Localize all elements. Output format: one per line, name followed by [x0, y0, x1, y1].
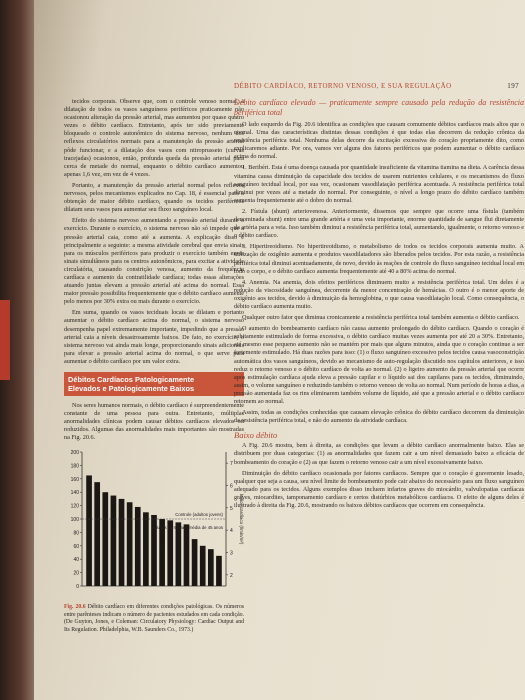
- right-paragraph: Assim, todas as condições conhecidas que causam elevação crônica do débito cardíaco decorrem da diminuição da resistência periférica total, e não do aumento da atividade cardíaca.: [234, 409, 524, 425]
- right-paragraph: 4. Anemia. Na anemia, dois efeitos periféricos diminuem muito a resistência periférica total. Um deles é a redução da viscosidade sanguínea, decorrente da menor concentração de hemácias. O outro é o menor aporte de oxigênio aos tecidos, devido à diminuição da hemoglobina, o que causa vasodilatação local. Como consequência, o débito cardíaco aumenta muito.: [234, 278, 524, 310]
- header-title: DÉBITO CARDÍACO, RETORNO VENOSO, E SUA REGULAÇÃO: [234, 82, 452, 90]
- y-tick-label: 100: [70, 517, 79, 524]
- y-tick-label: 140: [70, 490, 79, 497]
- right-paragraph: 3. Hipertireoidismo. No hipertireoidismo, o metabolismo de todos os tecidos corporais aumenta muito. A utilização de oxigênio aumenta e produtos vasodilatadores são liberados pelos tecidos. Por esta razão, a resistência periférica total diminui acentuadamente, de novo, devido às reações de controle do fluxo sanguíneo tecidual local em todo o corpo, e o débito cardíaco aumenta frequentemente até 40 a 80% acima do normal.: [234, 243, 525, 275]
- section-heading: [64, 372, 244, 396]
- page-number: 197: [507, 82, 519, 90]
- spine-red-tab: [0, 300, 10, 380]
- bar: [208, 550, 214, 587]
- section-heading-line: Elevados e Patologicamente Baixos: [68, 384, 195, 393]
- right-paragraph: Diminuição do débito cardíaco ocasionada por fatores cardíacos. Sempre que o coração é gravemente lesado, qualquer que seja a causa, seu nível limite de bombeamento pode cair abaixo do necessário para um fluxo sanguíneo adequado para os tecidos. Alguns exemplos disso incluem infartos graves do miocárdio, valvulopatias cardíacas graves, miocardites, tamponamento cardíaco e certos distúrbios metabólicos cardíacos. O efeito de alguns deles é ilustrado à direita da Fig. 20.6, mostrando os baixos débitos cardíacos que ocorrem em consequência.: [234, 469, 524, 510]
- y2-tick-label: 2: [230, 573, 233, 580]
- y2-tick-label: 5: [230, 506, 233, 513]
- y-tick-label: 160: [70, 477, 79, 484]
- chart-svg: [64, 446, 244, 601]
- y-tick-label: 60: [73, 544, 79, 551]
- bar: [200, 546, 206, 586]
- subsection-title: Débito cardíaco elevado — praticamente sempre causado pela redução da resistência periférica total: [234, 98, 524, 117]
- y-tick-label: 200: [70, 450, 79, 457]
- caption-fig-label: Fig. 20.6: [64, 604, 86, 611]
- bar: [143, 513, 149, 587]
- right-paragraph: A Fig. 20.6 mostra, bem à direita, as condições que levam a débito cardíaco anormalmente baixo. Elas se distribuem por duas categorias: (1) as anormalidades que fazem cair a um nível demasiado baixo a eficácia de bombeamento do coração e (2) as que fazem o retorno venoso cair a um nível excessivamente baixo.: [234, 442, 524, 466]
- right-paragraph: Qualquer outro fator que diminua cronicamente a resistência periférica total também aumenta o débito cardíaco.: [242, 314, 520, 322]
- bar: [167, 521, 173, 587]
- bar: [86, 476, 92, 587]
- y2-tick-label: 4: [230, 528, 233, 535]
- y2-tick-label: 6: [230, 483, 233, 490]
- right-paragraph: O lado esquerdo da Fig. 20.6 identifica as condições que causam comumente débitos cardíacos mais altos que o normal. Uma das características distintas dessas condições é que todas elas decorrem da redução crônica da resistência periférica total. Nenhuma delas decorre da excitação excessiva do coração propriamente dito, como explicaremos adiante. Por ora, vamos ver alguns dos fatores periféricos que podem aumentar o débito cardíaco acima do normal.: [234, 121, 524, 161]
- bar: [192, 540, 198, 587]
- bar: [127, 503, 133, 587]
- bar: [216, 556, 222, 586]
- figure-20-6-chart: [64, 446, 244, 601]
- right-paragraph: 2. Fístula (shunt) arteriovenosa. Anteriormente, dissemos que sempre que ocorre uma fístula (também denominada shunt) entre uma grande artéria e uma veia importante, enorme quantidade de sangue flui diretamente da artéria para a veia. Isso também diminui a resistência periférica total, aumentando, igualmente, o retorno venoso e o débito cardíaco.: [234, 207, 524, 240]
- bar: [94, 483, 100, 587]
- right-column: [234, 98, 524, 513]
- bar: [184, 525, 190, 587]
- y2-tick-label: 3: [230, 550, 233, 557]
- right-paragraph: O aumento do bombeamento cardíaco não causa aumento prolongado do débito cardíaco. Quando o coração é subitamente estimulado de forma excessiva, o débito cardíaco muitas vezes aumenta por até 20 a 30%. Entretanto, até mesmo esse pequeno aumento não se mantém por mais que alguns minutos, ainda que o coração continue a ser fortemente estimulado. Há duas razões para isso: (1) o fluxo sanguíneo excessivo pelos tecidos causa vasoconstrição automática dos vasos sanguíneos, devido ao mecanismo de auto-regulação discutido nos capítulos anteriores, e isso reduz o retorno venoso e o débito cardíaco de volta ao normal. (2) o ligeiro aumento da pressão arterial que ocorre após estimulação cardíaca ajuda eleva a pressão capilar e o líquido sai dos capilares para os tecidos, diminuindo, assim, o volume sanguíneo e reduzindo também o retorno venoso de volta ao normal. Num período de horas a dias, a pressão aumentada faz os rins eliminarem também volume de líquido, até que a pressão arterial e o débito cardíaco retornem ao normal.: [234, 325, 524, 405]
- left-paragraph: Em suma, quando os vasos teciduais locais se dilatam e portanto aumentar o débito cardíaco acima do normal, o sistema nervoso desempenha papel extremamente importante, impedindo que a pressão arterial caia a níveis desastrosamente baixos. De fato, no exercício, o sistema nervoso vai ainda mais longe, proporcionando sinais adicionais para elevar a pressão arterial acima do normal, o que serve para aumentar o débito cardíaco por um valor extra.: [64, 309, 244, 365]
- section-paragraph: Nos seres humanos normais, o débito cardíaco é surpreendentemente constante de uma pessoa para outra. Entretanto, múltiplas anormalidades clínicas podem causar débitos cardíacos elevados ou reduzidos. Algumas das anormalidades mais importantes são mostradas na Fig. 20.6.: [64, 402, 244, 442]
- caption-text: Débito cardíaco em diferentes condições patológicas. Os números entre parênteses indicam o número de pacientes estudados em cada condição. (De Guyton, Jones, e Coleman: Circulatory Physiology: Cardiac Output and Its Regulation. Philadelphia, W.B. Saunders Co., 1973.): [64, 604, 245, 633]
- annotation-adults: Adultos com idade média de 45 anos: [152, 525, 223, 531]
- left-paragraph: Portanto, a manutenção da pressão arterial normal pelos reflexos nervosos, pelos mecanismos explicados no Cap. 18, é essencial para a obtenção de maior débito cardíaco, quando os tecidos periféricos dilatam seus vasos para aumentar seu fluxo sanguíneo local.: [64, 181, 244, 214]
- y2-tick-label: 7: [230, 461, 233, 468]
- left-paragraph: Efeito do sistema nervoso aumentando a pressão arterial durante o exercício. Durante o exercício, o sistema nervoso não só impede que a pressão arterial caia, como até a aumenta. A explicação disso é principalmente a seguinte: a mesma atividade cerebral que envia sinais para os músculos periféricos para produzir o exercício também envia sinais simultâneos para os centros autonômicos, para excitar a atividade circulatória, causando constrição venosa, aumento da frequência cardíaca e aumento da contratilidade cardíaca; todas essas alterações atuando juntas elevam a pressão arterial até acima do normal. Essa maior pressão possibilita frequentemente que o débito cardíaco aumente pelo menos por 30% extra ou mais durante o exercício.: [64, 217, 244, 306]
- y-tick-label: 20: [73, 571, 79, 578]
- book-page: [34, 0, 525, 700]
- running-header: [234, 82, 519, 90]
- left-paragraph: tecidos corporais. Observe que, com o controle venoso normal, a dilatação de todos os vasos sanguíneos periféricos praticamente não ocasionou alteração da pressão arterial, mas aumentou por quase quatro vezes o débito cardíaco. Entretanto, após ter sido previamente bloqueado o controle autonômico do sistema nervoso, nenhum dos reflexos circulatórios normais para a manutenção da pressão arterial pôde funcionar, e a dilatação dos vasos com nitroprusseto (curvas tracejadas) ocasionou, então, profunda queda da pressão arterial para cerca de metade do normal, enquanto o débito cardíaco aumentou apenas 1,6 vez, em vez de 4 vezes.: [64, 98, 244, 178]
- figure-caption: [64, 604, 244, 634]
- bar: [176, 523, 182, 587]
- right-paragraph: 1. Beribéri. Esta é uma doença causada por quantidade insuficiente da vitamina tiamina na dieta. A carência dessa vitamina causa diminuição da capacidade dos tecidos de usarem nutrientes celulares, e os mecanismos do fluxo sanguíneo tecidual local, por sua vez, ocasionam vasodilatação periférica acentuada. A resistência periférica total diminui por vezes até a metade do normal. Por conseguinte, o nível a longo prazo do débito cardíaco também aumenta frequentemente até o dobro do normal.: [234, 164, 524, 204]
- bar: [102, 493, 108, 587]
- y-tick-label: 80: [73, 530, 79, 537]
- section-heading-line: Débitos Cardíacos Patologicamente: [68, 375, 195, 384]
- annotation-control: Controle (adultos jovens): [175, 512, 223, 518]
- bar: [111, 496, 117, 586]
- left-column: [64, 98, 244, 634]
- y-tick-label: 40: [73, 557, 79, 564]
- y-tick-label: 180: [70, 463, 79, 470]
- y-tick-label: 0: [76, 584, 79, 591]
- baixo-debito-title: Baixo débito: [234, 430, 278, 441]
- bar: [119, 499, 125, 586]
- y-tick-label: 120: [70, 504, 79, 511]
- y2-axis-label: Índice cardíaco (l/min/m²): [239, 494, 244, 545]
